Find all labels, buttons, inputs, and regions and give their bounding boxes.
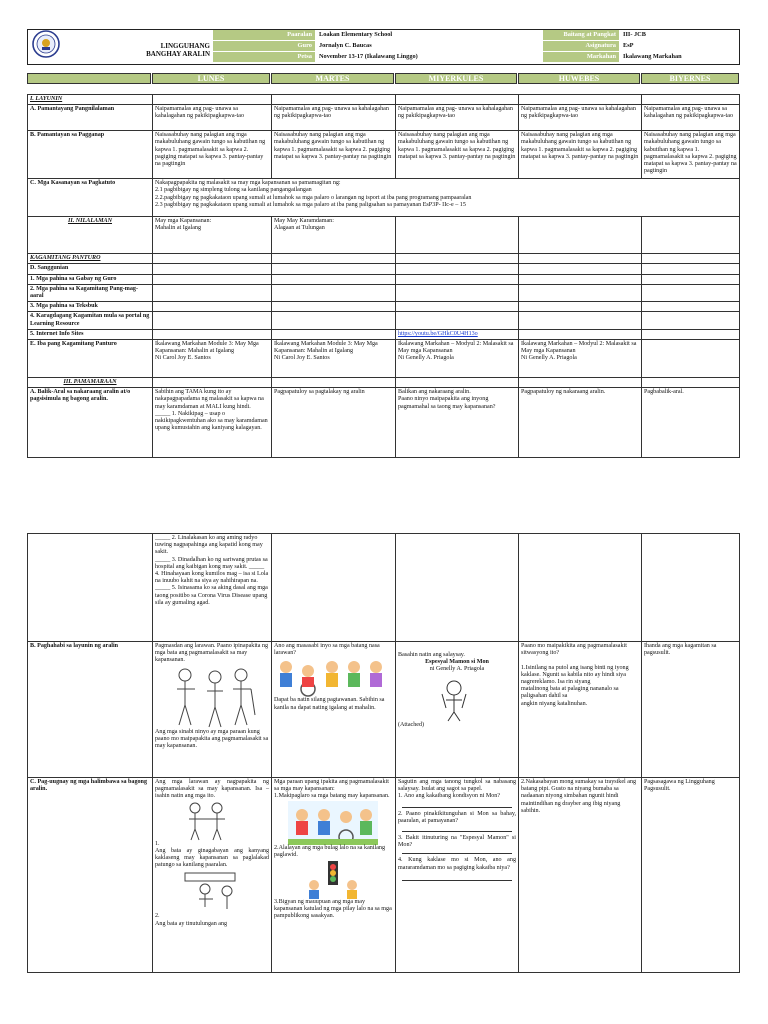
pag-uugnay-martes-top: Mga paraan upang ipakita ang pagmamalasakit sa mga may kapansanan: 1.Makipaglaro sa mga batang may kapansanan. [274, 779, 390, 800]
value-baitang: III- JCB [623, 31, 646, 38]
paghahabi-lunes [153, 642, 272, 778]
row-pamamaraan-label: III. PAMAMARAAN [28, 378, 153, 388]
pag-uugnay-miyerkules-q3: 3. Bakit itinuturing na "Espesyal Mamon" si Mon? [398, 835, 516, 849]
crossing-street-illustration [294, 859, 374, 899]
pag-uugnay-martes-bottom: 3.Bigyan ng mauupuan ang mga may kapansanan katulad ng mga pilay lalo na sa mga pampublikong sasakyan. [274, 899, 392, 920]
paghahabi-lunes-bottom: Ang mga sinabi ninyo ay mga paraan kung paano mo maipapakita ang pagmamalasakit sa may kapansanan. [155, 728, 269, 750]
row-pagkatuto-label: C. Mga Kasanayan sa Pagkatuto [28, 179, 153, 217]
row-karagdagang: 4. Karagdagang Kagamitan mula sa portal ng Learning Resource [28, 312, 153, 329]
pag-uugnay-miyerkules-q2: 2. Paano pinakikitunguhan si Mon sa bahay, paaralan, at pamayanan? [398, 810, 516, 824]
row-nilalaman-label: II. NILALAMAN [28, 217, 153, 254]
helping-classmate-illustration [155, 869, 265, 913]
internet-link[interactable]: https://youtu.be/GHkC0U4H13o [398, 330, 478, 337]
row-pag-uugnay-label: C. Pag-uugnay ng mga halimbawa sa bagong aralin. [28, 778, 153, 973]
row-gabay: 1. Mga pahina sa Gabay ng Guro [28, 274, 153, 284]
pag-uugnay-miyerkules-q4: 4. Kung kaklase mo si Mon, ano ang mararamdaman mo sa pagiging kakaiba niya? [398, 857, 516, 871]
children-helping-illustration [155, 665, 265, 729]
label-petsa: Petsa [213, 52, 315, 62]
paghahabi-martes [272, 642, 396, 778]
row-internet: 5. Internet Info Sites [28, 329, 153, 339]
row-iba-label: E. Iba pang Kagamitang Panturo [28, 340, 153, 378]
balik-lunes: Sabihin ang TAMA kung ito ay nakapagpapadama ng malasakit sa kapwa na may karamdaman at MALI kung hindi. _____ 1. Nakikipag – usap o nakikipagkwentuhan ako sa may karamdaman upang kumustahin ang kaniyang kalagayan. [153, 388, 272, 458]
value-markahan: Ikalawang Markahan [623, 53, 682, 60]
label-paaralan: Paaralan [213, 30, 315, 40]
value-paaralan: Loakan Elementary School [319, 31, 393, 38]
nilalaman-martes: May May Karamdaman: Alagaan at Tulungan [272, 217, 396, 254]
iba-lunes: Ikalawang Markahan Module 3: May Mga Kapansanan: Mahalin at Igalang Ni Carol Joy E. Santos [153, 340, 272, 378]
balik-biyernes: Pagbabalik-aral. [642, 388, 740, 458]
nilalaman-lunes: May mga Kapansanan: Mahalin at Igalang [153, 217, 272, 254]
iba-martes: Ikalawang Markahan Module 3: May Mga Kapansanan: Mahalin at Igalang Ni Carol Joy E. Santos [272, 340, 396, 378]
iba-miyerkules: Ikalawang Markahan – Modyul 2: Malasakit sa May mga Kapansanan Ni Genelly A. Priagola [396, 340, 519, 378]
pag-uugnay-biyernes: Pagsasagawa ng Lingguhang Pagsusulit. [642, 778, 740, 973]
paghahabi-martes-bottom: Dapat ba natin silang pagtawanan. Sabihin sa kanila na dapat nating igalang at mahalin. [274, 697, 385, 711]
pagganap-lunes: Naisasabuhay nang palagian ang mga makabuluhang gawain tungo sa kabutihan ng kapwa 1. pagmamalasakit sa kapwa 2. pagiging matapat sa kapwa 3. pantay-pantay na pagtingin [153, 131, 272, 179]
deped-seal-icon [32, 30, 60, 58]
value-petsa: November 13-17 (Ikalawang Linggo) [319, 53, 418, 60]
row-teksbuk: 3. Mga pahina sa Teksbuk [28, 302, 153, 312]
header-fields [213, 30, 543, 64]
pamantayang-huwebes: Naipamamalas ang pag- unawa sa kahalagahan ng pakikipagkapwa-tao [519, 105, 642, 131]
balik-huwebes: Pagpapatuloy ng nakaraang aralin. [519, 388, 642, 458]
iba-huwebes: Ikalawang Markahan – Modyul 2: Malasakit sa May mga Kapansanan Ni Genelly A. Priagola [519, 340, 642, 378]
pamantayang-miyerkules: Naipamamalas ang pag- unawa sa kahalagahan ng pakikipagkapwa-tao [396, 105, 519, 131]
value-guro: Jornalyn C. Baucas [319, 42, 372, 49]
story-author: ni Genelly A. Priagola [429, 666, 485, 673]
pag-uugnay-lunes [153, 778, 272, 973]
story-attached: (Attached) [398, 721, 425, 728]
pamantayang-martes: Naipamamalas ang pag- unawa sa kahalagahan ng pakikipagkapwa-tao [272, 105, 396, 131]
day-lunes: LUNES [152, 73, 270, 84]
day-miyerkules: MIYERKULES [395, 73, 517, 84]
value-asignatura: EsP [623, 42, 634, 49]
row-balik-label: A. Balik-Aral sa nakaraang aralin at/o pagsisimula ng bagong aralin. [28, 388, 153, 458]
pagganap-huwebes: Naisasabuhay nang palagian ang mga makabuluhang gawain tungo sa kabutihan ng kapwa 1. pagmamalasakit sa kapwa 2. pagiging matapat sa kapwa 3. pantay-pantay na pagtingin [519, 131, 642, 179]
pagkatuto-line-0: Nakapagpapakita ng malasakit sa may mga kapansanan sa pamamagitan ng: [155, 180, 341, 187]
pagganap-miyerkules: Naisasabuhay nang palagian ang mga makabuluhang gawain tungo sa kabutihan ng kapwa 1. pagmamalasakit sa kapwa 2. pagiging matapat sa kapwa 3. pantay-pantay na pagtingin [396, 131, 519, 179]
lesson-table-page2 [27, 533, 740, 973]
pag-uugnay-lunes-top: Ang mga larawan ay nagpapakita ng pagmamalasakit sa may kapansanan. Isa – isahin natin ang mga ito. [155, 779, 269, 800]
row-sanggunian: D. Sanggunian [28, 264, 153, 274]
pagkatuto-line-2: 2.2.pagbibigay ng pagkakataon upang sumali at lumahok sa mga palaro o larangan ng isport at iba pang programang pampaaralan [155, 194, 472, 201]
row-pagganap-label: B. Pamantayan sa Pagganap [28, 131, 153, 179]
label-baitang: Baitang at Pangkat [543, 30, 619, 40]
pag-uugnay-lunes-1: 1. Ang bata ay ginagabayan ang kanyang kaklaseng may kapansanan sa paglalakad patungo sa kanilang paaralan. [155, 840, 269, 869]
day-biyernes: BIYERNES [641, 73, 739, 84]
pagganap-biyernes: Naisasabuhay nang palagian ang mga makabuluhang gawain tungo sa kabutihan ng kapwa 1. pagmamalasakit sa kapwa 2. pagiging matapat sa kapwa 3. pantay-pantay na pagtingin [642, 131, 740, 179]
title-line-1: LINGGUHANG [160, 42, 210, 50]
pagkatuto-line-3: 2.3 pagbibigay ng pagkakataon upang sumali at lumahok sa mga palaro at iba pang paligsahan sa pamayanan EsP3P- IIc-e – 15 [155, 201, 466, 208]
story-title: Espesyal Mamon si Mon [425, 659, 489, 666]
pamantayang-biyernes: Naipamamalas ang pag- unawa sa kahalagahan ng pakikipagkapwa-tao [642, 105, 740, 131]
paghahabi-martes-top: Ano ang masasabi inyo sa mga batang nasa larawan? [274, 643, 380, 657]
pag-uugnay-martes [272, 778, 396, 973]
paghahabi-biyernes: Ihanda ang mga kagamitan sa pagsusulit. [642, 642, 740, 778]
day-header-row [27, 73, 739, 84]
pag-uugnay-miyerkules [396, 778, 519, 973]
children-disabilities-illustration [274, 657, 389, 697]
pag-uugnay-miyerkules-q1: Sagutin ang mga tanong tungkol sa nabasang salaysay. Isulat ang sagot sa papel. 1. Ano ang kakaibang kondisyon ni Mon? [398, 779, 516, 800]
lesson-table-page1 [27, 94, 740, 458]
pag-uugnay-lunes-2: 2. Ang bata ay tinutulungan ang [155, 913, 228, 927]
pag-uugnay-martes-mid: 2.Alalayan ang mga bulag lalo na sa kanilang paglawid. [274, 844, 386, 858]
pag-uugnay-huwebes: 2.Nakasabayan mong sumakay sa traysikel ang batang pipi. Gusto na niyang bumaba sa nadaanan niyong simbahan ngunit hindi maintindihan ng drayber ang ibig niyang sabihin. [519, 778, 642, 973]
page-title [140, 42, 210, 58]
paghahabi-huwebes: Paano mo maipakikita ang pagmamalasakit sitwasyong ito? 1.Isinilang na putol ang isang binti ng iyong kaklase. Ngunit sa kabila nito ay hindi siya nagrereklamo. Isa rin siyang matalinong bata at palaging nananalo sa paligsahan dahil sa angkin niyang katalinuhan. [519, 642, 642, 778]
row-pamantayang-label: A. Pamantayang Pangnilalaman [28, 105, 153, 131]
day-martes: MARTES [271, 73, 394, 84]
boy-illustration [398, 674, 516, 722]
pagganap-martes: Naisasabuhay nang palagian ang mga makabuluhang gawain tungo sa kabutihan ng kapwa 1. pagmamalasakit sa kapwa 2. pagiging matapat sa kapwa 3. pantay-pantay na pagtingin [272, 131, 396, 179]
label-markahan: Markahan [543, 52, 619, 62]
playing-children-illustration [288, 801, 378, 845]
row-layunin: I. LAYUNIN [28, 95, 153, 105]
day-huwebes: HUWEBES [518, 73, 640, 84]
cont-lunes: _____ 2. Linalakasan ko ang aming radyo tuwing nagpapahinga ang kapatid kong may sakit. _____ 3. Dinadalhan ko ng sariwang prutas sa hospital ang kaibigan kong may sakit. _____ 4. Hinahayaan kong kumilos mag – isa si Lola na inuubo kahit na siya ay nahihirapan na. _____ 5. Isinasama ko sa aking dasal ang mga taong positibo sa Corona Virus Disease upang sila ay gumaling agad. [153, 534, 272, 642]
row-paghahabi-label: B. Paghahabi sa layunin ng aralin [28, 642, 153, 778]
pagkatuto-line-1: 2.1 pagbibigay ng simpleng tulong sa kanilang pangangailangan [155, 187, 312, 194]
title-line-2: BANGHAY ARALIN [146, 50, 210, 58]
paghahabi-miyerkules [396, 642, 519, 778]
label-guro: Guro [213, 41, 315, 51]
balik-miyerkules: Balikan ang nakaraang aralin. Paano ninyo maipapakita ang inyong pagmamahal sa taong may kapansanan? [396, 388, 519, 458]
header-fields-right [543, 30, 739, 64]
paghahabi-miyerkules-top: Basahin natin ang salaysay. [398, 652, 465, 658]
guiding-classmate-illustration [155, 801, 265, 841]
pamantayang-lunes: Naipamamalas ang pag- unawa sa kahalagahan ng pakikipagkapwa-tao [153, 105, 272, 131]
paghahabi-lunes-top: Pagmasdan ang larawan. Paano ipinapakita ng mga bata ang pagmamalasakit sa may kapansanan. [155, 643, 269, 664]
row-kagamitan-label: KAGAMITANG PANTURO [28, 254, 153, 264]
row-kagamitang-pang: 2. Mga pahina sa Kagamitang Pang-mag-aaral [28, 284, 153, 301]
label-asignatura: Asignatura [543, 41, 619, 51]
balik-martes: Pagpapatuloy sa pagtalakay ng aralin [272, 388, 396, 458]
pagkatuto-text [153, 179, 740, 217]
